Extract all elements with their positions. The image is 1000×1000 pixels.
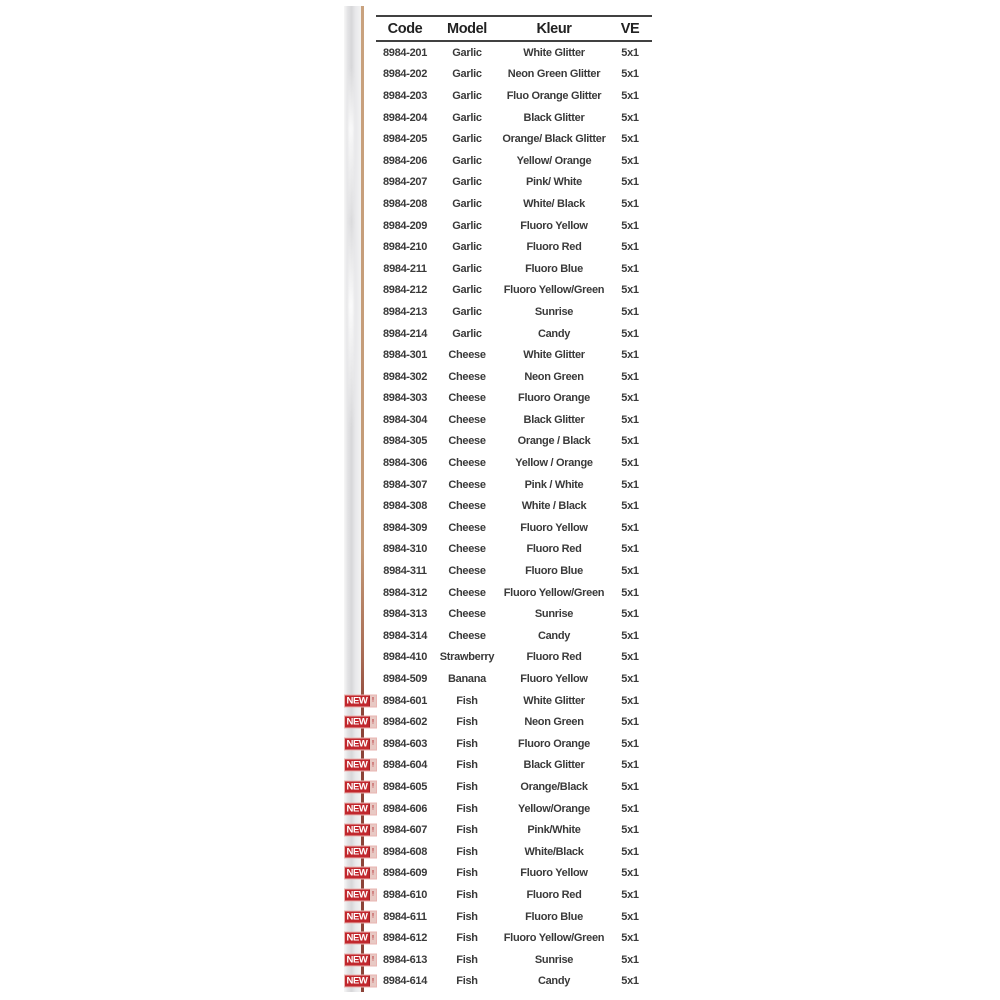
new-badge-suffix: ! [369,889,376,900]
ve-cell: 5x1 [621,845,639,858]
code-cell: 8984-602 [382,716,428,729]
model-cell: Garlic [452,327,482,340]
header-kleur: Kleur [536,20,572,37]
new-badge-suffix: ! [369,695,376,706]
code-cell: 8984-207 [382,176,428,189]
code-cell: 8984-609 [382,867,428,880]
table-row [376,85,652,107]
code-cell: 8984-601 [382,694,428,707]
kleur-cell: Pink / White [524,478,584,491]
new-badge-suffix: ! [369,717,376,728]
table-row [376,107,652,129]
kleur-cell: Orange/ Black Glitter [502,133,606,146]
table-row [376,517,652,539]
model-cell: Cheese [448,349,486,362]
new-badge-label: NEW [346,975,368,987]
ve-cell: 5x1 [621,89,639,102]
table-row [376,215,652,237]
code-cell: 8984-304 [382,413,428,426]
new-badge [344,780,377,793]
new-badge-suffix: ! [369,954,376,965]
table-row [376,150,652,172]
new-badge [344,716,377,729]
ve-cell: 5x1 [621,413,639,426]
model-cell: Fish [456,802,478,815]
table-row [376,409,652,431]
new-badge-suffix: ! [369,911,376,922]
table-row [346,690,652,712]
new-badge-label: NEW [346,716,368,728]
model-cell: Garlic [452,262,482,275]
model-cell: Cheese [448,435,486,448]
table-row [346,863,652,885]
code-cell: 8984-206 [382,154,428,167]
code-cell: 8984-201 [382,46,428,59]
model-cell: Cheese [448,413,486,426]
code-cell: 8984-310 [382,543,428,556]
kleur-cell: Sunrise [534,305,574,318]
table-row [376,280,652,302]
code-cell: 8984-314 [382,629,428,642]
model-cell: Garlic [452,219,482,232]
code-cell: 8984-614 [382,975,428,988]
ve-cell: 5x1 [621,262,639,275]
table-row [376,474,652,496]
ve-cell: 5x1 [621,975,639,988]
code-cell: 8984-612 [382,932,428,945]
model-cell: Garlic [452,89,482,102]
kleur-cell: Fluoro Yellow/Green [503,586,605,599]
ve-cell: 5x1 [621,305,639,318]
new-badge-label: NEW [346,954,368,966]
ve-cell: 5x1 [621,154,639,167]
catalog-table [346,15,652,992]
code-cell: 8984-605 [382,780,428,793]
model-cell: Cheese [448,565,486,578]
new-badge [344,824,377,837]
ve-cell: 5x1 [621,608,639,621]
new-badge-suffix: ! [369,868,376,879]
table-header-row [376,17,652,40]
code-cell: 8984-202 [382,68,428,81]
ve-cell: 5x1 [621,953,639,966]
ve-cell: 5x1 [621,543,639,556]
code-cell: 8984-608 [382,845,428,858]
kleur-cell: White / Black [521,500,587,513]
code-cell: 8984-302 [382,370,428,383]
new-badge-label: NEW [346,781,368,793]
kleur-cell: Pink/ White [526,176,582,189]
table-row [376,582,652,604]
table-row [376,42,652,64]
ve-cell: 5x1 [621,349,639,362]
code-cell: 8984-205 [382,133,428,146]
new-badge [344,867,377,880]
new-badge-label: NEW [346,932,368,944]
kleur-cell: Orange/Black [520,780,588,793]
table-row [376,172,652,194]
model-cell: Garlic [452,154,482,167]
table-header [376,15,652,42]
kleur-cell: Sunrise [534,608,574,621]
ve-cell: 5x1 [621,521,639,534]
kleur-cell: Orange / Black [517,435,591,448]
kleur-cell: Neon Green [524,716,584,729]
kleur-cell: Pink/White [527,824,581,837]
new-badge [344,910,377,923]
ve-cell: 5x1 [621,327,639,340]
new-badge-label: NEW [346,867,368,879]
table-row [346,949,652,971]
model-cell: Garlic [452,133,482,146]
table-row [376,431,652,453]
ve-cell: 5x1 [621,478,639,491]
code-cell: 8984-214 [382,327,428,340]
new-badge [344,802,377,815]
new-badge [344,737,377,750]
model-cell: Fish [456,845,478,858]
kleur-cell: Black Glitter [523,111,585,124]
code-cell: 8984-212 [382,284,428,297]
model-cell: Cheese [448,392,486,405]
table-row [376,64,652,86]
ve-cell: 5x1 [621,932,639,945]
table-row [376,560,652,582]
table-row [346,906,652,928]
code-cell: 8984-606 [382,802,428,815]
model-cell: Cheese [448,543,486,556]
model-cell: Cheese [448,629,486,642]
model-cell: Fish [456,694,478,707]
model-cell: Cheese [448,608,486,621]
table-row [376,668,652,690]
new-badge-suffix: ! [369,781,376,792]
kleur-cell: Fluoro Yellow [520,521,588,534]
ve-cell: 5x1 [621,673,639,686]
kleur-cell: Fluoro Red [526,651,582,664]
new-badge-suffix: ! [369,976,376,987]
new-badge-label: NEW [346,911,368,923]
table-row [376,388,652,410]
model-cell: Fish [456,953,478,966]
header-code: Code [387,20,423,37]
code-cell: 8984-312 [382,586,428,599]
ve-cell: 5x1 [621,197,639,210]
new-badge [344,694,377,707]
table-row [376,452,652,474]
ve-cell: 5x1 [621,780,639,793]
model-cell: Fish [456,888,478,901]
new-badge [344,888,377,901]
kleur-cell: White Glitter [523,694,585,707]
code-cell: 8984-603 [382,737,428,750]
ve-cell: 5x1 [621,46,639,59]
table-row [346,733,652,755]
table-row [376,647,652,669]
code-cell: 8984-203 [382,89,428,102]
model-cell: Garlic [452,284,482,297]
kleur-cell: Candy [537,629,571,642]
table-row [376,301,652,323]
code-cell: 8984-210 [382,241,428,254]
kleur-cell: Fluoro Blue [525,565,583,578]
table-row [376,603,652,625]
new-badge [344,953,377,966]
code-cell: 8984-607 [382,824,428,837]
table-row [346,711,652,733]
kleur-cell: Fluoro Orange [518,392,590,405]
code-cell: 8984-311 [383,565,427,578]
kleur-cell: Fluoro Yellow [520,219,588,232]
model-cell: Cheese [448,370,486,383]
table-row [346,841,652,863]
new-badge-label: NEW [346,738,368,750]
ve-cell: 5x1 [621,824,639,837]
model-cell: Garlic [452,111,482,124]
model-cell: Cheese [448,478,486,491]
ve-cell: 5x1 [621,629,639,642]
model-cell: Garlic [452,197,482,210]
new-badge-label: NEW [346,846,368,858]
model-cell: Cheese [448,521,486,534]
kleur-cell: Fluoro Yellow [520,867,588,880]
table-row [376,344,652,366]
ve-cell: 5x1 [621,133,639,146]
kleur-cell: Neon Green [524,370,584,383]
model-cell: Garlic [452,68,482,81]
model-cell: Garlic [452,46,482,59]
ve-cell: 5x1 [621,867,639,880]
table-row [376,236,652,258]
kleur-cell: Fluoro Blue [525,910,583,923]
ve-cell: 5x1 [621,565,639,578]
new-badge [344,932,377,945]
table-body [346,42,652,992]
ve-cell: 5x1 [621,737,639,750]
new-badge-suffix: ! [369,933,376,944]
new-badge [344,759,377,772]
code-cell: 8984-211 [383,262,427,275]
header-ve: VE [620,20,640,37]
code-cell: 8984-604 [382,759,428,772]
table-row [376,625,652,647]
new-badge [344,845,377,858]
model-cell: Garlic [452,305,482,318]
ve-cell: 5x1 [621,500,639,513]
ve-cell: 5x1 [621,111,639,124]
code-cell: 8984-209 [382,219,428,232]
model-cell: Banana [448,673,486,686]
new-badge-suffix: ! [369,803,376,814]
code-cell: 8984-308 [382,500,428,513]
code-cell: 8984-208 [382,197,428,210]
model-cell: Cheese [448,500,486,513]
ve-cell: 5x1 [621,910,639,923]
code-cell: 8984-303 [382,392,428,405]
code-cell: 8984-611 [383,910,427,923]
table-row [376,128,652,150]
model-cell: Fish [456,867,478,880]
ve-cell: 5x1 [621,68,639,81]
new-badge-label: NEW [346,889,368,901]
new-badge-suffix: ! [369,846,376,857]
ve-cell: 5x1 [621,586,639,599]
kleur-cell: White/ Black [523,197,585,210]
code-cell: 8984-204 [382,111,428,124]
new-badge-suffix: ! [369,825,376,836]
model-cell: Garlic [452,176,482,189]
kleur-cell: White Glitter [523,46,585,59]
kleur-cell: Fluoro Red [526,888,582,901]
model-cell: Fish [456,759,478,772]
model-cell: Strawberry [439,651,495,664]
kleur-cell: Fluoro Red [526,241,582,254]
table-row [376,258,652,280]
code-cell: 8984-305 [382,435,428,448]
kleur-cell: Yellow/Orange [518,802,590,815]
new-badge-suffix: ! [369,738,376,749]
model-cell: Fish [456,975,478,988]
ve-cell: 5x1 [621,176,639,189]
code-cell: 8984-313 [382,608,428,621]
new-badge [344,975,377,988]
new-badge-suffix: ! [369,760,376,771]
ve-cell: 5x1 [621,370,639,383]
kleur-cell: Fluo Orange Glitter [506,89,602,102]
ve-cell: 5x1 [621,241,639,254]
header-model: Model [447,20,487,37]
code-cell: 8984-613 [382,953,428,966]
table-row [376,323,652,345]
model-cell: Fish [456,932,478,945]
table-row [376,495,652,517]
code-cell: 8984-301 [382,349,428,362]
new-badge-label: NEW [346,695,368,707]
ve-cell: 5x1 [621,802,639,815]
ve-cell: 5x1 [621,759,639,772]
kleur-cell: Fluoro Yellow/Green [503,284,605,297]
kleur-cell: Neon Green Glitter [507,68,601,81]
kleur-cell: Black Glitter [523,413,585,426]
product-strip-edge [361,6,364,992]
table-row [346,819,652,841]
kleur-cell: White/Black [524,845,584,858]
code-cell: 8984-509 [382,673,428,686]
code-cell: 8984-309 [382,521,428,534]
ve-cell: 5x1 [621,284,639,297]
model-cell: Fish [456,910,478,923]
product-strip-image [344,6,361,992]
ve-cell: 5x1 [621,716,639,729]
kleur-cell: Yellow/ Orange [516,154,592,167]
new-badge-label: NEW [346,759,368,771]
code-cell: 8984-213 [382,305,428,318]
code-cell: 8984-410 [382,651,428,664]
code-cell: 8984-306 [382,457,428,470]
model-cell: Fish [456,716,478,729]
kleur-cell: Candy [537,327,571,340]
new-badge-label: NEW [346,803,368,815]
ve-cell: 5x1 [621,435,639,448]
table-row [346,884,652,906]
ve-cell: 5x1 [621,457,639,470]
code-cell: 8984-610 [382,888,428,901]
kleur-cell: Fluoro Blue [525,262,583,275]
kleur-cell: Fluoro Yellow [520,673,588,686]
table-row [346,798,652,820]
kleur-cell: Yellow / Orange [515,457,593,470]
model-cell: Garlic [452,241,482,254]
kleur-cell: Fluoro Red [526,543,582,556]
kleur-cell: Candy [537,975,571,988]
table-row [376,193,652,215]
ve-cell: 5x1 [621,392,639,405]
table-row [346,776,652,798]
table-row [376,539,652,561]
kleur-cell: Fluoro Orange [518,737,590,750]
table-row [346,755,652,777]
table-row [346,927,652,949]
model-cell: Fish [456,737,478,750]
new-badge-label: NEW [346,824,368,836]
model-cell: Cheese [448,457,486,470]
ve-cell: 5x1 [621,888,639,901]
kleur-cell: White Glitter [523,349,585,362]
code-cell: 8984-307 [382,478,428,491]
ve-cell: 5x1 [621,651,639,664]
model-cell: Cheese [448,586,486,599]
model-cell: Fish [456,780,478,793]
ve-cell: 5x1 [621,219,639,232]
table-row [376,366,652,388]
ve-cell: 5x1 [621,694,639,707]
model-cell: Fish [456,824,478,837]
kleur-cell: Fluoro Yellow/Green [503,932,605,945]
table-row [346,971,652,993]
kleur-cell: Sunrise [534,953,574,966]
kleur-cell: Black Glitter [523,759,585,772]
